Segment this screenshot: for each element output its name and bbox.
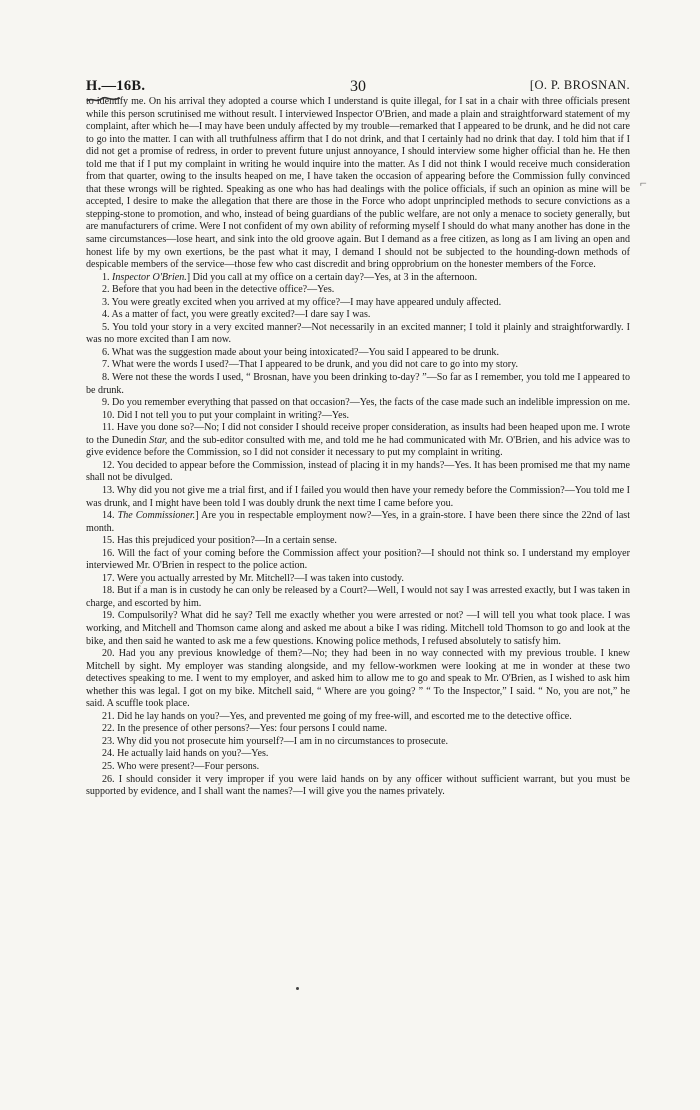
testimony-paragraph (86, 284, 630, 297)
paragraph-text: 3. You were greatly excited when you arrived at my office?—I may have appeared unduly affected. (102, 296, 502, 308)
speaker-label: The Commissioner. (117, 510, 196, 522)
paragraph-text: 5. You told your story in a very excited manner?—Not necessarily in an excited manner; I told it plainly and straightforwardly. I was no more excited than I am now. (86, 321, 630, 346)
paragraph-text: 13. Why did you not give me a trial first, and if I failed you would then have your remedy before the Commission?—You told me I was drunk, and I might have been told I was doubly drunk the next time I came before you. (86, 484, 630, 509)
testimony-paragraph (86, 774, 630, 799)
speaker-label: Inspector O'Brien. (112, 271, 187, 283)
footer-dot (296, 987, 299, 990)
testimony-paragraph (86, 309, 630, 322)
speaker-label: Star, (149, 434, 168, 446)
paragraph-text: 4. As a matter of fact, you were greatly excited?—I dare say I was. (102, 309, 371, 321)
testimony-paragraph (86, 648, 630, 711)
paragraph-text: 18. But if a man is in custody he can only be released by a Court?—Well, I would not say I was arrested exactly, but I was taken in charge, and escorted by him. (86, 585, 630, 609)
testimony-paragraph (86, 548, 630, 573)
testimony-body (86, 96, 630, 799)
paragraph-text: ] Are you in respectable employment now?—Yes, in a grain-store. I have been there since the 22nd of last month. (86, 510, 630, 534)
paragraph-text: 23. Why did you not prosecute him yourself?—I am in no circumstances to prosecute. (102, 735, 449, 747)
paragraph-text: 11. Have you done so?—No; I did not consider I should receive proper consideration, as insults had been heaped upon me. I wrote to the Dunedin (86, 422, 630, 446)
margin-pencil-mark: ⌐ (640, 176, 647, 190)
testimony-paragraph (86, 761, 630, 774)
page-header (86, 70, 630, 96)
paragraph-text: 9. Do you remember everything that passed on that occasion?—Yes, the facts of the case made such an indelible impression on me. (102, 397, 630, 409)
testimony-paragraph (86, 422, 630, 460)
testimony-paragraph (86, 410, 630, 423)
paragraph-text: 19. Compulsorily? What did he say? Tell me exactly whether you were arrested or not? —I will tell you what took place. I was working, and Mitchell and Thomson came along and asked me about a bike I was riding. Mitchell told Thomson to go and look at the bike, and then said he wanted to ask me a few questions. Knowing police methods, I refused absolutely to satisfy him. (86, 610, 630, 647)
paragraph-text: ] Did you call at my office on a certain day?—Yes, at 3 in the afternoon. (186, 271, 478, 283)
testimony-paragraph (86, 359, 630, 372)
testimony-paragraph (86, 460, 630, 485)
paragraph-text: 14. (102, 510, 118, 522)
paragraph-text: 10. Did I not tell you to put your complaint in writing?—Yes. (102, 409, 350, 421)
testimony-paragraph (86, 397, 630, 410)
testimony-paragraph (86, 347, 630, 360)
statement-paragraph (86, 96, 630, 272)
testimony-paragraph (86, 610, 630, 648)
paragraph-text: 7. What were the words I used?—That I appeared to be drunk, and you did not care to go into my story. (102, 359, 518, 371)
paragraph-text: 6. What was the suggestion made about your being intoxicated?—You said I appeared to be drunk. (102, 346, 499, 358)
paragraph-text: to identify me. On his arrival they adopted a course which I understand is quite illegal, for I sat in a chair with three officials present while this person scrutinised me without result. I interviewed Inspector O'Brien, and made a plain and straightforward statement of my complaint, after which he—I may have been unduly affected by my trouble—remarked that I appeared to be drunk, and he did not care to go into the matter. I can with all truthfulness affirm that I do not drink, and that I certainly had no drink that day. I told him that if I did not get a promise of redress, in order to prevent future unjust annoyance, I should interview some higher official than he. He then told me that if I put my complaint in writing he would inquire into the matter. As I did not think I would receive much consideration from that quarter, owing to the insults heaped on me, I have taken the occasion of appearing before the Commission fully convinced that these wrongs will be righted. Speaking as one who has had dealings with the police officials, if such an opinion as mine will be accepted, I desire to make the allegation that there are those in the Force who adopt unprincipled methods to secure convictions as a stepping-stone to promotion, and who, instead of being guardians of the public welfare, are not only a menace to society generally, but are manufacturers of crime. Were I not confident of my own ability of reforming myself I should do what many another has done in the same circumstances—lose heart, and sink into the old groove again. But I demand as a free citizen, as long as I am living an open and honest life by my own exertions, be the past what it may, I demand I should not be subjected to the hounding-down methods of despicable members of the service—those few who cast discredit and bring opprobrium on the honester members of the Force. (86, 96, 630, 271)
page-number: 30 (350, 78, 366, 95)
paragraph-text: 12. You decided to appear before the Commission, instead of placing it in my hands?—Yes. It has been promised me that my name shall not be divulged. (86, 459, 630, 484)
testimony-paragraph (86, 535, 630, 548)
paragraph-text: 22. In the presence of other persons?—Yes: four persons I could name. (102, 723, 387, 735)
witness-name: [O. P. BROSNAN. (529, 78, 630, 92)
testimony-paragraph (86, 736, 630, 749)
paragraph-text: 24. He actually laid hands on you?—Yes. (102, 748, 269, 760)
paragraph-text: 16. Will the fact of your coming before the Commission affect your position?—I should not think so. I understand my employer interviewed Mr. O'Brien in respect to the police action. (86, 547, 630, 572)
paragraph-text: 8. Were not these the words I used, “ Brosnan, have you been drinking to-day? ”—So far as I remember, you told me I appeared to be drunk. (86, 372, 630, 396)
paragraph-text: 1. (102, 271, 113, 283)
testimony-paragraph (86, 573, 630, 586)
testimony-paragraph (86, 723, 630, 736)
paragraph-text: 15. Has this prejudiced your position?—In a certain sense. (102, 535, 337, 547)
testimony-paragraph (86, 585, 630, 610)
testimony-paragraph (86, 372, 630, 397)
paragraph-text: 20. Had you any previous knowledge of them?—No; they had been in no way connected with my previous trouble. I knew Mitchell by sight. My employer was standing alongside, and my fellow-workmen were looking at me in wonder at these two detectives speaking to me. I went to my employer, and asked him to allow me to go and speak to Mr. O'Brien, as I wished to ask him whether this was legal. I got on my bike. Mitchell said, “ Where are you going? ” “ To the Inspector,” I said. “ No, you are not,” he said. A scuffle took place. (86, 648, 630, 710)
document-reference: H.—16B. (86, 78, 146, 94)
paragraph-text: 21. Did he lay hands on you?—Yes, and prevented me going of my free-will, and escorted me to the detective office. (102, 710, 572, 722)
ink-scribble-mark (86, 96, 122, 104)
testimony-paragraph (86, 711, 630, 724)
testimony-paragraph (86, 322, 630, 347)
testimony-paragraph (86, 748, 630, 761)
paragraph-text: 2. Before that you had been in the detective office?—Yes. (102, 284, 335, 296)
testimony-paragraph (86, 510, 630, 535)
testimony-paragraph (86, 297, 630, 310)
paragraph-text: 25. Who were present?—Four persons. (102, 760, 260, 772)
testimony-paragraph (86, 485, 630, 510)
paragraph-text: 26. I should consider it very improper if you were laid hands on by any officer without sufficient warrant, but you must be supported by evidence, and I shall want the names?—I will give you the names privately. (86, 773, 630, 798)
paragraph-text: and the sub-editor consulted with me, and told me he had communicated with Mr. O'Brien, and his advice was to give evidence before the Commission, so I did not consider it necessary to put my complaint in writing. (86, 434, 630, 459)
testimony-paragraph (86, 272, 630, 285)
paragraph-text: 17. Were you actually arrested by Mr. Mitchell?—I was taken into custody. (102, 572, 404, 584)
